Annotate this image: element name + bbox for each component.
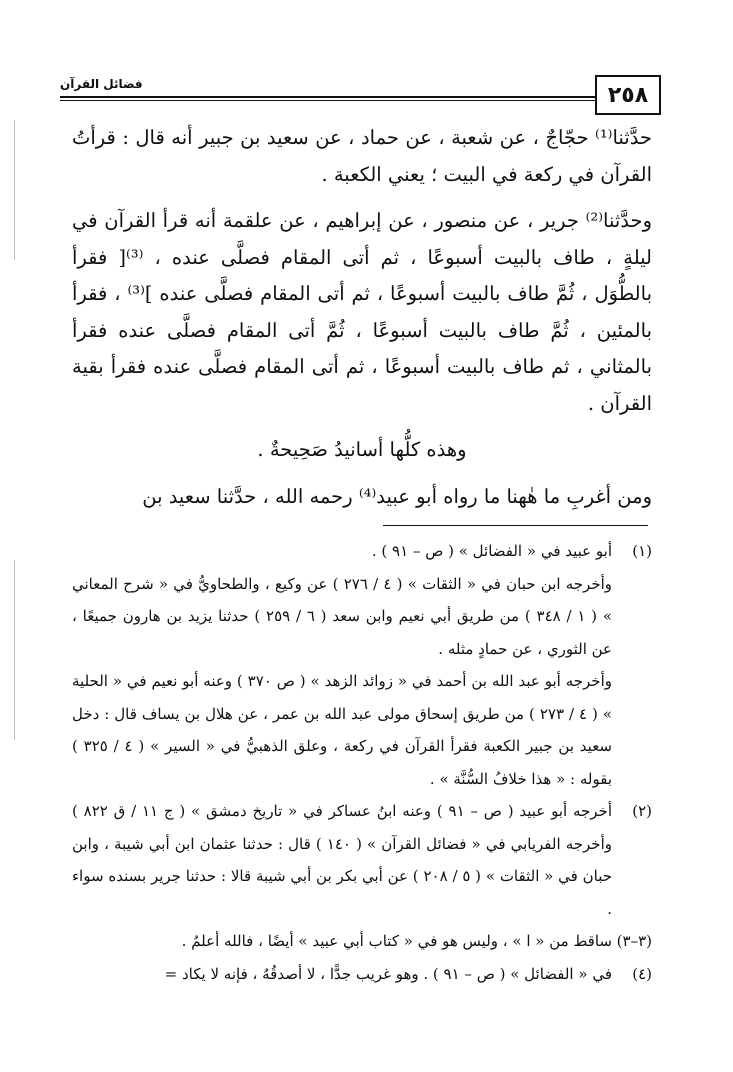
header-rule-thin (60, 100, 597, 101)
footnote-separator (383, 525, 648, 526)
main-text (72, 120, 652, 525)
page-number: ٢٥٨ (595, 75, 661, 115)
scan-margin-line (14, 560, 15, 740)
paragraph: ومن أغربِ ما هٰهنا ما رواه أبو عبيد⁽⁴⁾ رحمه الله ، حدَّثنا سعيد بن (142, 484, 652, 508)
footnote-number: (٣–٣) (616, 932, 652, 950)
footnote-number: (١) (632, 542, 652, 560)
footnote-line: وأخرجه ابن حبان في « الثقات » ( ٤ / ٢٧٦ ) عن وكيع ، والطحاويُّ في « شرح المعاني » ( ١ / ٣٤٨ ) من طريق أبي نعيم وابن سعد ( ٦ / ٢٥٩ ) حدثنا يزيد بن هارون جميعًا ، عن الثوري ، عن حمادٍ مثله . (72, 574, 613, 658)
header-rule (60, 96, 597, 98)
footnote-line: في « الفضائل » ( ص – ٩١ ) . وهو غريب جدًّا ، لا أصدقُهُ ، فإنه لا يكاد = (164, 964, 612, 983)
footnote (72, 535, 652, 795)
footnote-line: وأخرجه أبو عبد الله بن أحمد في « زوائد الزهد » ( ص ٣٧٠ ) وعنه أبو نعيم في « الحلية » ( ٤ / ٢٧٣ ) من طريق إسحاق مولى عبد الله بن عمر ، عن هلال بن يساف قال : دخل سعيد بن جبير الكعبة فقرأ القرآن في ركعة ، وعلق الذهبيُّ في « السير » ( ٤ / ٣٢٥ ) بقوله : « هذا خلافُ السُّنَّة » . (72, 672, 613, 788)
paragraph: وحدَّثنا⁽²⁾ جرير ، عن منصور ، عن إبراهيم ، عن علقمة أنه قرأ القرآن في ليلةٍ ، طاف بالبيت أسبوعًا ، ثم أتى المقام فصلَّى عنده ، ⁽³⁾[ فقرأ بالطُّوَل ، ثُمَّ طاف بالبيت أسبوعًا ، ثم أتى المقام فصلَّى عنده ]⁽³⁾ ، فقرأ بالمئين ، ثُمَّ طاف بالبيت أسبوعًا ، ثُمَّ أتى المقام فصلَّى عنده فقرأ بالمثاني ، ثم طاف بالبيت أسبوعًا ، ثم أتى المقام فصلَّى عنده فقرأ بقية القرآن . (72, 209, 652, 415)
paragraph-centered: وهذه كلُّها أسانيدُ صَحِيحةٌ . (257, 438, 467, 461)
footnotes (72, 535, 652, 990)
footnote (72, 925, 652, 958)
footnote-body (72, 958, 612, 991)
scan-margin-line (14, 120, 15, 260)
running-title: فضائل القرآن (60, 77, 143, 91)
footnote (72, 795, 652, 925)
footnote-body (72, 925, 612, 958)
footnote-line: ساقط من « ا » ، وليس هو في « كتاب أبي عبيد » أيضًا ، فالله أعلمُ . (181, 932, 612, 950)
footnote-body (72, 795, 612, 925)
footnote-number: (٤) (632, 964, 652, 983)
footnote-line: أبو عبيد في « الفضائل » ( ص – ٩١ ) . (371, 542, 612, 560)
footnote-line: أخرجه أبو عبيد ( ص – ٩١ ) وعنه ابنُ عساكر في « تاريخ دمشق » ( ج ١١ / ق ٨٢٢ ) وأخرجه الفريابي في « فضائل القرآن » ( ١٤٠ ) قال : حدثنا عثمان ابن أبي شيبة ، وابن حبان في « الثقات » ( ٥ / ٢٠٨ ) عن أبي بكر بن أبي شيبة قالا : حدثنا جرير بسنده سواء . (72, 802, 613, 918)
footnote-body (72, 535, 612, 795)
paragraph: حدَّثنا⁽¹⁾ حجّاجٌ ، عن شعبة ، عن حماد ، عن سعيد بن جبير أنه قال : قرأتُ القرآن في ركعة في البيت ؛ يعني الكعبة . (72, 126, 652, 186)
footnote-number: (٢) (632, 802, 652, 820)
footnote (72, 958, 652, 991)
